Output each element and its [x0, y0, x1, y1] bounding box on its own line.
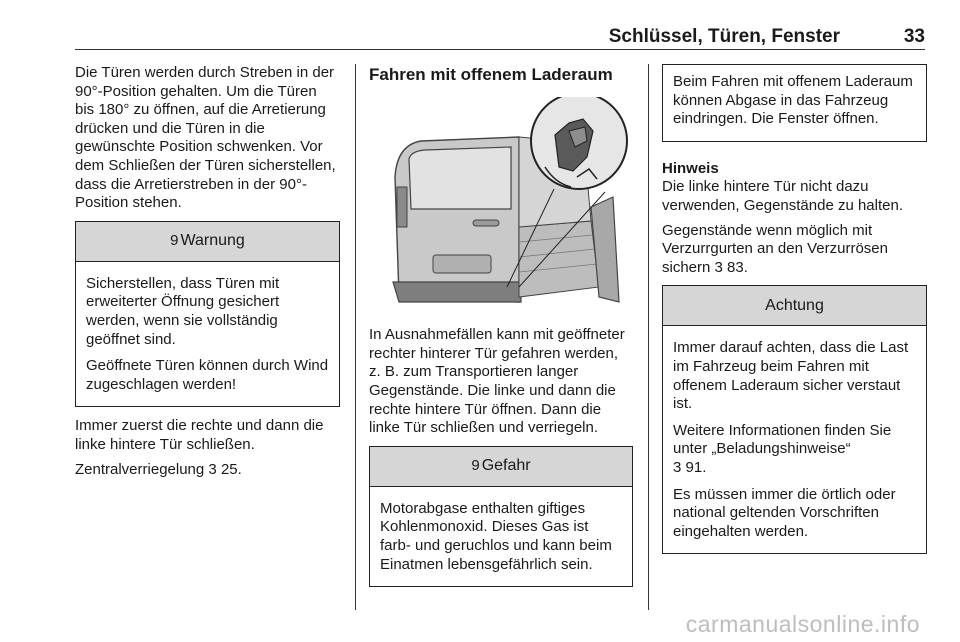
warning-triangle-icon: 9 [471, 456, 480, 474]
note-title: Hinweis [662, 159, 719, 177]
caution-text-2-main: Weitere Informationen finden Sie unter „Beladungshinweise“ [673, 421, 892, 458]
page-number: 33 [903, 26, 925, 47]
cross-reference-icon: 3 [208, 460, 217, 478]
caution-text-3: Es müssen immer die örtlich oder national geltenden Vorschriften eingehalten werden. [673, 485, 896, 540]
warning-header [76, 222, 339, 262]
note-body: Die linke hintere Tür nicht dazu verwenden, Gegenstände zu halten. [662, 178, 904, 214]
column-1 [75, 64, 340, 485]
warning-text-2: Geöffnete Türen können durch Wind zugeschlagen werden! [86, 357, 329, 393]
column-divider-2 [648, 64, 649, 610]
warning-text-1: Sicherstellen, dass Türen mit erweiterter Öffnung gesichert werden, wenn sie vollständig geöffnet sind. [86, 274, 280, 348]
close-order-paragraph: Immer zuerst die rechte und dann die linke hintere Tür schließen. [75, 417, 324, 453]
column-divider-1 [355, 64, 356, 610]
caution-text-2[interactable] [673, 422, 916, 478]
central-locking-page: 25. [220, 460, 242, 478]
caution-text-2-page: 91. [685, 458, 707, 476]
central-locking-label: Zentralverriegelung [75, 460, 205, 478]
warning-triangle-icon: 9 [170, 231, 179, 249]
page-header [75, 26, 925, 50]
cross-reference-icon: 3 [714, 258, 723, 276]
danger-continued-text: Beim Fahren mit offenem Laderaum können Abgase in das Fahrzeug eindringen. Die Fenster öffnen. [673, 73, 913, 128]
caution-box [662, 285, 927, 554]
danger-title: Gefahr [481, 456, 531, 474]
caution-title: Achtung [765, 296, 824, 314]
straps-paragraph[interactable] [662, 222, 927, 278]
intro-paragraph: Die Türen werden durch Streben in der 90°-Position gehalten. Um die Türen bis 180° zu öffnen, auf die Arretierung drücken und die Türen in die gewünschte Position schwenken. Vor dem Schließen der Türen sicherstellen, dass die Arretierstreben in der 90°-Position stehen. [75, 64, 336, 212]
danger-box-continued [662, 64, 927, 142]
warning-title: Warnung [180, 231, 245, 249]
caution-header [663, 286, 926, 326]
site-watermark: carmanualsonline.info [685, 611, 920, 637]
header-title: Schlüssel, Türen, Fenster [608, 26, 840, 47]
column-3 [662, 64, 927, 564]
straps-text: Gegenstände wenn möglich mit Verzurrgurten an den Verzurrösen sichern [662, 221, 888, 276]
van-rear-door-illustration [369, 97, 633, 307]
danger-box [369, 446, 633, 587]
straps-page: 83. [727, 258, 748, 276]
central-locking-ref[interactable] [75, 461, 340, 480]
danger-header [370, 447, 632, 487]
cross-reference-icon: 3 [673, 458, 682, 476]
caution-text-1: Immer darauf achten, dass die Last im Fahrzeug beim Fahren mit offenem Laderaum sicher verstaut ist. [673, 339, 909, 413]
open-cargo-paragraph: In Ausnahmefällen kann mit geöffneter rechter hinterer Tür gefahren werden, z. B. zum Transportieren langer Gegenstände. Die linke und dann die rechte hintere Tür öffnen. Dann die linke Tür schließen und verriegeln. [369, 326, 625, 437]
column-2 [369, 64, 633, 597]
danger-text-1: Motorabgase enthalten giftiges Kohlenmonoxid. Dieses Gas ist farb- und geruchlos und kann beim Einatmen lebensgefährlich sein. [380, 499, 612, 573]
warning-box [75, 221, 340, 408]
section-title: Fahren mit offenem Laderaum [369, 65, 613, 84]
